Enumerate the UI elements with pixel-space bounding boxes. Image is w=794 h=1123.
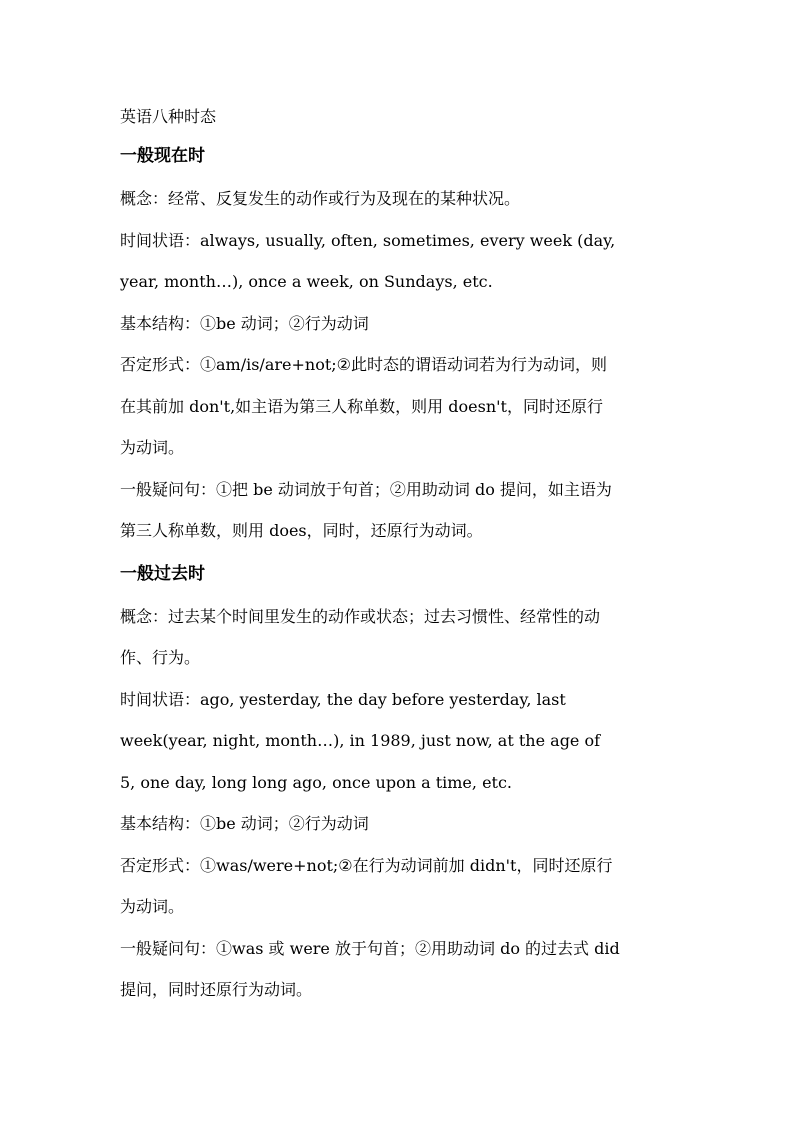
paragraph-line: 基本结构：①be 动词；②行为动词 <box>120 313 369 333</box>
paragraph-line: 在其前加 don't,如主语为第三人称单数，则用 doesn't，同时还原行 <box>120 396 603 416</box>
section-simple-past <box>120 552 680 1011</box>
section-heading: 一般过去时 <box>120 563 205 584</box>
paragraph-line: 一般疑问句：①was 或 were 放于句首；②用助动词 do 的过去式 did <box>120 938 620 958</box>
paragraph-line: year, month…), once a week, on Sundays, etc. <box>120 272 493 291</box>
paragraph-line: 概念：经常、反复发生的动作或行为及现在的某种状况。 <box>120 189 521 208</box>
paragraph-line: 否定形式：①am/is/are+not;②此时态的谓语动词若为行为动词，则 <box>120 355 607 374</box>
paragraph-line: 为动词。 <box>120 438 185 457</box>
document-title: 英语八种时态 <box>120 107 217 126</box>
paragraph-line: 否定形式：①was/were+not;②在行为动词前加 didn't，同时还原行 <box>120 855 613 875</box>
paragraph-line: week(year, night, month…), in 1989, just now, at the age of <box>120 731 601 750</box>
paragraph-line: 时间状语：ago, yesterday, the day before yesterday, last <box>120 689 566 709</box>
paragraph-line: 时间状语：always, usually, often, sometimes, every week (day, <box>120 230 616 250</box>
paragraph-line: 提问，同时还原行为动词。 <box>120 980 313 999</box>
paragraph-line: 作、行为。 <box>120 648 201 667</box>
paragraph-line: 5, one day, long long ago, once upon a time, etc. <box>120 772 513 792</box>
paragraph-line: 为动词。 <box>120 897 185 916</box>
paragraph-line: 概念：过去某个时间里发生的动作或状态；过去习惯性、经常性的动 <box>120 606 601 626</box>
paragraph-line: 一般疑问句：①把 be 动词放于句首；②用助动词 do 提问，如主语为 <box>120 479 612 499</box>
document-page <box>120 100 680 1011</box>
paragraph-line: 第三人称单数，则用 does，同时，还原行为动词。 <box>120 521 483 540</box>
section-simple-present <box>120 134 680 552</box>
section-heading: 一般现在时 <box>120 146 205 166</box>
paragraph-line: 基本结构：①be 动词；②行为动词 <box>120 814 369 833</box>
